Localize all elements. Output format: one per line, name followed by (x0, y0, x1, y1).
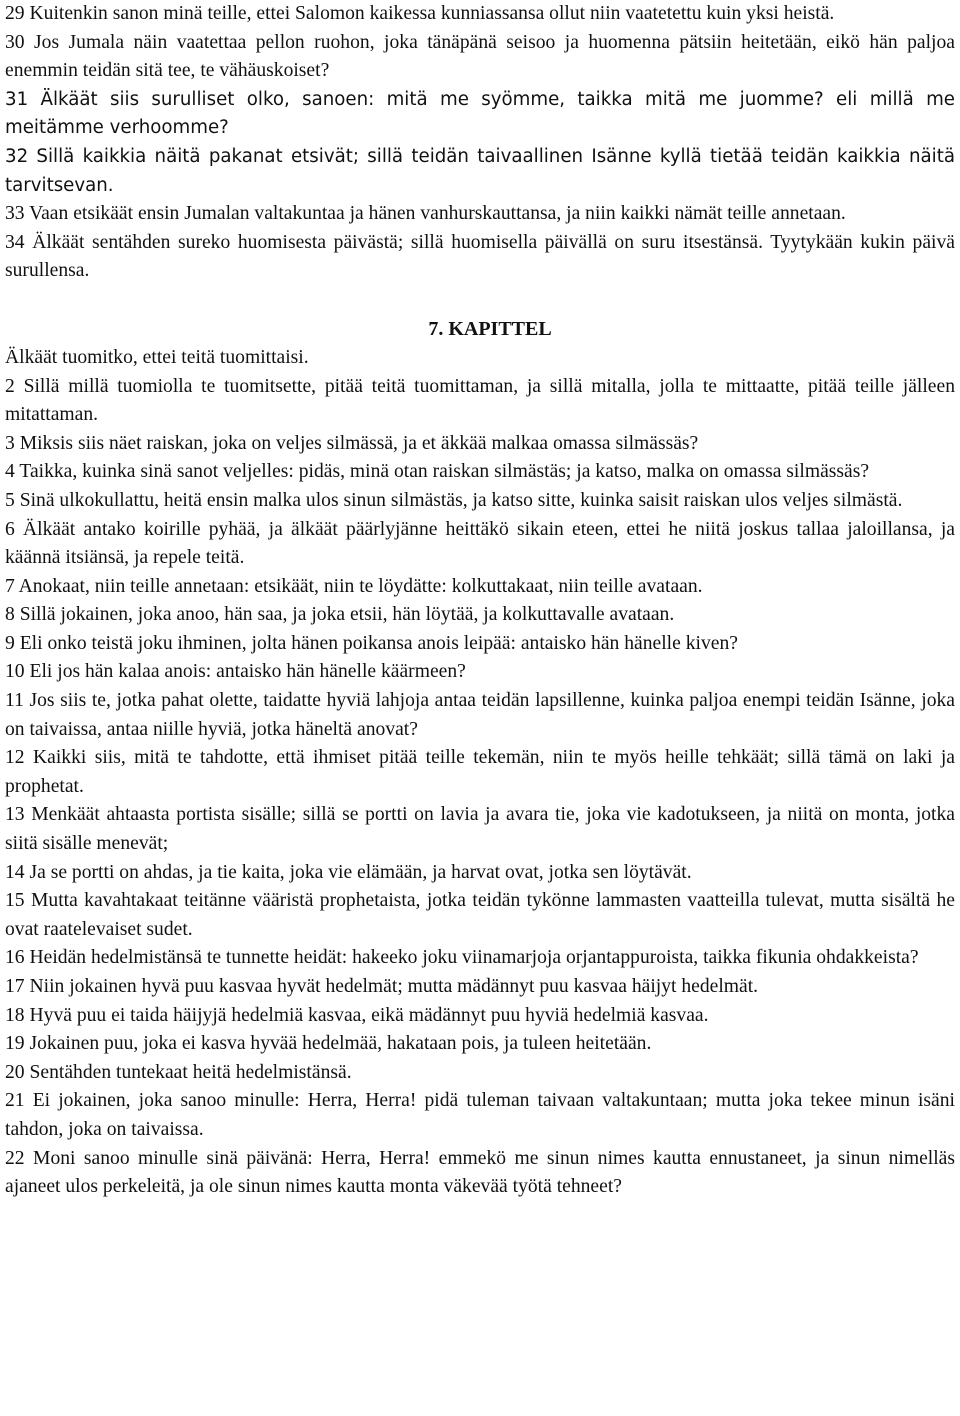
verse-paragraph: 2 Sillä millä tuomiolla te tuomitsette, pitää teitä tuomittaman, ja sillä mitalla, jolla te mittaatte, pitää teille jälleen mitattaman. (5, 375, 955, 426)
verse-paragraph: 8 Sillä jokainen, joka anoo, hän saa, ja joka etsii, hän löytää, ja kolkuttavalle avataan. (5, 604, 675, 626)
verse-paragraph: 29 Kuitenkin sanon minä teille, ettei Salomon kaikessa kunniassansa ollut niin vaatetettu kuin yksi heistä. (5, 3, 835, 24)
verse-paragraph: 19 Jokainen puu, joka ei kasva hyvää hedelmää, hakataan pois, ja tuleen heitetään. (5, 1033, 652, 1055)
verse-paragraph: 20 Sentähden tuntekaat heitä hedelmistänsä. (5, 1061, 352, 1083)
verse-paragraph: 5 Sinä ulkokullattu, heitä ensin malka ulos sinun silmästäs, ja katso sitte, kuinka saisit raiskan ulos veljes silmästä. (5, 489, 903, 511)
verse-paragraph: 15 Mutta kavahtakaat teitänne vääristä prophetaista, jotka teidän tykönne lammasten vaatteilla tulevat, mutta sisältä he ovat raatelevaiset sudet. (5, 890, 955, 940)
verse-paragraph: 17 Niin jokainen hyvä puu kasvaa hyvät hedelmät; mutta mädännyt puu kasvaa häijyt hedelmät. (5, 976, 759, 997)
verse-paragraph: 6 Älkäät antako koirille pyhää, ja älkäät päärlyjänne heittäkö sikain eteen, ettei he niitä joskus tallaa jaloillansa, ja käännä itsiänsä, ja repele teitä. (5, 518, 955, 569)
verse-paragraph: 10 Eli jos hän kalaa anois: antaisko hän hänelle käärmeen? (5, 661, 466, 683)
document-page (5, 0, 955, 1202)
verses-before-chapter (5, 0, 955, 286)
verses-chapter-7 (5, 344, 955, 1202)
verse-paragraph: 16 Heidän hedelmistänsä te tunnette heidät: hakeeko joku viinamarjoja orjantappuroista, taikka fikunia ohdakkeista? (5, 947, 919, 969)
verse-paragraph: 13 Menkäät ahtaasta portista sisälle; sillä se portti on lavia ja avara tie, joka vie kadotukseen, ja niitä on monta, jotka siitä sisälle menevät; (5, 804, 955, 855)
verse-paragraph: 32 Sillä kaikkia näitä pakanat etsivät; sillä teidän taivaallinen Isänne kyllä tietää teidän kaikkia näitä tarvitsevan. (5, 145, 955, 196)
verse-paragraph: 3 Miksis siis näet raiskan, joka on veljes silmässä, ja et äkkää malkaa omassa silmässäs? (5, 432, 699, 454)
chapter-heading: 7. KAPITTEL (428, 317, 552, 340)
verse-paragraph: Älkäät tuomitko, ettei teitä tuomittaisi. (5, 346, 309, 368)
verse-paragraph: 12 Kaikki siis, mitä te tahdotte, että ihmiset pitää teille tekemän, niin te myös heille tehkäät; sillä tämä on laki ja prophetat. (5, 747, 955, 797)
verse-paragraph: 18 Hyvä puu ei taida häijyjä hedelmiä kasvaa, eikä mädännyt puu hyviä hedelmiä kasvaa. (5, 1004, 709, 1026)
verse-paragraph: 9 Eli onko teistä joku ihminen, jolta hänen poikansa anois leipää: antaisko hän hänelle kiven? (5, 632, 738, 654)
verse-paragraph: 11 Jos siis te, jotka pahat olette, taidatte hyviä lahjoja antaa teidän lapsillenne, kuinka paljoa enempi teidän Isänne, joka on taivaissa, antaa niille hyviä, jotka häneltä anovat? (5, 690, 955, 740)
verse-paragraph: 34 Älkäät sentähden sureko huomisesta päivästä; sillä huomisella päivällä on suru itsestänsä. Tyytykään kukin päivä surullensa. (5, 231, 955, 282)
verse-paragraph: 4 Taikka, kuinka sinä sanot veljelles: pidäs, minä otan raiskan silmästäs; ja katso, malka on omassa silmässäs? (5, 461, 870, 483)
verse-paragraph: 30 Jos Jumala näin vaatettaa pellon ruohon, joka tänäpänä seisoo ja huomenna pätsiin heitetään, eikö hän paljoa enemmin teidän sitä tee, te vähäuskoiset? (5, 31, 955, 82)
verse-paragraph: 33 Vaan etsikäät ensin Jumalan valtakuntaa ja hänen vanhurskauttansa, ja niin kaikki nämät teille annetaan. (5, 203, 846, 225)
verse-paragraph: 22 Moni sanoo minulle sinä päivänä: Herra, Herra! emmekö me sinun nimes kautta ennustaneet, ja sinun nimelläs ajaneet ulos perkeleitä, ja ole sinun nimes kautta monta väkevää työtä tehneet? (5, 1147, 955, 1198)
verse-paragraph: 31 Älkäät siis surulliset olko, sanoen: mitä me syömme, taikka mitä me juomme? eli millä me meitämme verhoomme? (5, 88, 955, 139)
verse-paragraph: 21 Ei jokainen, joka sanoo minulle: Herra, Herra! pidä tuleman taivaan valtakuntaan; mutta joka tekee minun isäni tahdon, joka on taivaissa. (5, 1090, 955, 1140)
verse-paragraph: 7 Anokaat, niin teille annetaan: etsikäät, niin te löydätte: kolkuttakaat, niin teille avataan. (5, 575, 703, 597)
verse-paragraph: 14 Ja se portti on ahdas, ja tie kaita, joka vie elämään, ja harvat ovat, jotka sen löytävät. (5, 861, 692, 883)
